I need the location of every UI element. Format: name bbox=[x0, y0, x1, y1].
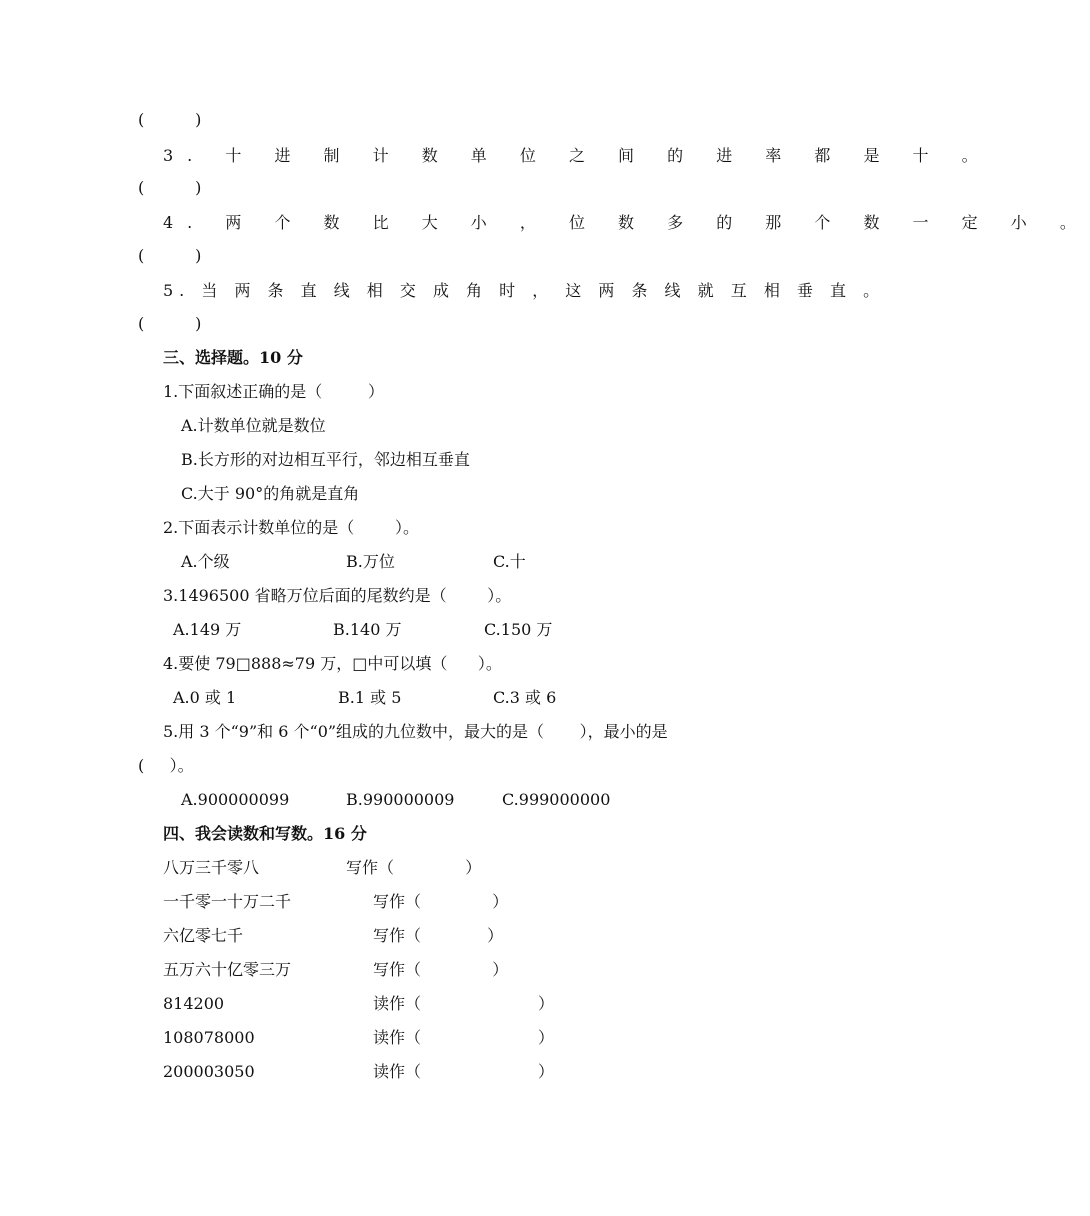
number-words: 八万三千零八 bbox=[163, 858, 260, 877]
judgment-question-3: 3. 十 进 制 计 数 单 位 之 间 的 进 率 都 是 十 。 bbox=[163, 146, 992, 165]
option-c: C.大于 90°的角就是直角 bbox=[181, 484, 360, 503]
write-answer-field: 写作（ ） bbox=[373, 960, 509, 979]
section-title-read-write: 四、我会读数和写数。16 分 bbox=[163, 824, 367, 843]
option-a: A.900000099 bbox=[181, 790, 290, 809]
number-digits: 108078000 bbox=[163, 1028, 255, 1047]
choice-question-5-cont: ( ）。 bbox=[138, 756, 194, 775]
choice-question-5: 5.用 3 个“9”和 6 个“0”组成的九位数中，最大的是（ ），最小的是 bbox=[163, 722, 668, 741]
read-answer-field: 读作（ ） bbox=[373, 994, 554, 1013]
number-digits: 200003050 bbox=[163, 1062, 255, 1081]
read-answer-field: 读作（ ） bbox=[373, 1062, 554, 1081]
choice-question-4: 4.要使 79□888≈79 万，□中可以填（ ）。 bbox=[163, 654, 502, 673]
judgment-question-5: 5. 当 两 条 直 线 相 交 成 角 时 ， 这 两 条 线 就 互 相 垂 直 。 bbox=[163, 281, 886, 300]
write-answer-field: 写作（ ） bbox=[346, 858, 482, 877]
answer-paren: ( ) bbox=[138, 110, 202, 129]
choice-question-1: 1.下面叙述正确的是（ ） bbox=[163, 382, 385, 401]
option-b: B.万位 bbox=[346, 552, 395, 571]
number-words: 五万六十亿零三万 bbox=[163, 960, 292, 979]
choice-question-3: 3.1496500 省略万位后面的尾数约是（ ）。 bbox=[163, 586, 512, 605]
option-b: B.140 万 bbox=[333, 620, 402, 639]
option-a: A.个级 bbox=[181, 552, 230, 571]
option-b: B.长方形的对边相互平行，邻边相互垂直 bbox=[181, 450, 470, 469]
read-answer-field: 读作（ ） bbox=[373, 1028, 554, 1047]
write-answer-field: 写作（ ） bbox=[373, 892, 509, 911]
option-a: A.计数单位就是数位 bbox=[181, 416, 326, 435]
option-c: C.999000000 bbox=[502, 790, 611, 809]
option-a: A.149 万 bbox=[173, 620, 242, 639]
write-answer-field: 写作（ ） bbox=[373, 926, 504, 945]
judgment-question-4: 4. 两 个 数 比 大 小 ， 位 数 多 的 那 个 数 一 定 小 。 bbox=[163, 213, 1090, 232]
option-b: B.990000009 bbox=[346, 790, 455, 809]
number-words: 六亿零七千 bbox=[163, 926, 244, 945]
number-digits: 814200 bbox=[163, 994, 225, 1013]
option-c: C.3 或 6 bbox=[493, 688, 557, 707]
number-words: 一千零一十万二千 bbox=[163, 892, 292, 911]
option-a: A.0 或 1 bbox=[173, 688, 237, 707]
answer-paren: ( ) bbox=[138, 178, 202, 197]
answer-paren: ( ) bbox=[138, 314, 202, 333]
section-title-choice: 三、选择题。10 分 bbox=[163, 348, 303, 367]
option-c: C.十 bbox=[493, 552, 526, 571]
option-b: B.1 或 5 bbox=[338, 688, 402, 707]
choice-question-2: 2.下面表示计数单位的是（ ）。 bbox=[163, 518, 419, 537]
answer-paren: ( ) bbox=[138, 246, 202, 265]
option-c: C.150 万 bbox=[484, 620, 553, 639]
